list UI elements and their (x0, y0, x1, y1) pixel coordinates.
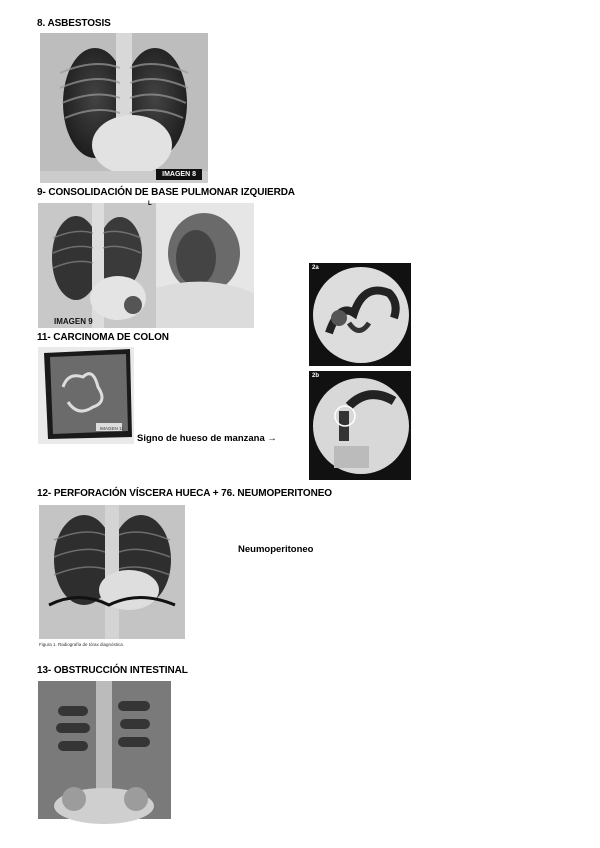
heading-obstruccion: 13- OBSTRUCCIÓN INTESTINAL (37, 665, 188, 676)
xray-consolidacion-lateral (148, 201, 254, 328)
lateral-xray-image (156, 203, 254, 328)
barium-enema-image (309, 371, 411, 480)
corner-mark-l: L (148, 201, 152, 207)
barium-enema-image (309, 263, 411, 366)
caption-hueso-manzana: Signo de hueso de manzana → (137, 433, 277, 444)
label-2a: 2a (312, 265, 319, 271)
chest-xray-image (40, 33, 208, 183)
xray-consolidacion-pa (38, 203, 156, 328)
heading-carcinoma: 11- CARCINOMA DE COLON (37, 332, 169, 343)
badge-imagen-11: IMAGEN 11 (100, 426, 124, 431)
xray-obstruccion-intestinal (38, 681, 171, 819)
photo-carcinoma-colon (38, 347, 134, 444)
caption-neumoperitoneo: Neumoperitoneo (238, 544, 314, 555)
figure-caption: Figura 1. Radiografía de tórax diagnóstica. (39, 642, 125, 647)
heading-consolidacion: 9- CONSOLIDACIÓN DE BASE PULMONAR IZQUIERDA (37, 187, 295, 198)
chest-xray-image (39, 505, 185, 647)
heading-asbestosis: 8. ASBESTOSIS (37, 18, 111, 29)
abdominal-xray-image (38, 681, 171, 819)
xray-asbestosis (40, 33, 208, 183)
badge-imagen-8: IMAGEN 8 (156, 169, 202, 180)
chest-xray-image (38, 203, 156, 328)
badge-imagen-9: IMAGEN 9 (54, 317, 93, 326)
barium-image-2b (309, 371, 411, 480)
xray-neumoperitoneo (39, 505, 185, 647)
label-2b: 2b (312, 373, 320, 379)
heading-perforacion: 12- PERFORACIÓN VÍSCERA HUECA + 76. NEUMOPERITONEO (37, 488, 332, 499)
barium-image-2a (309, 263, 411, 366)
